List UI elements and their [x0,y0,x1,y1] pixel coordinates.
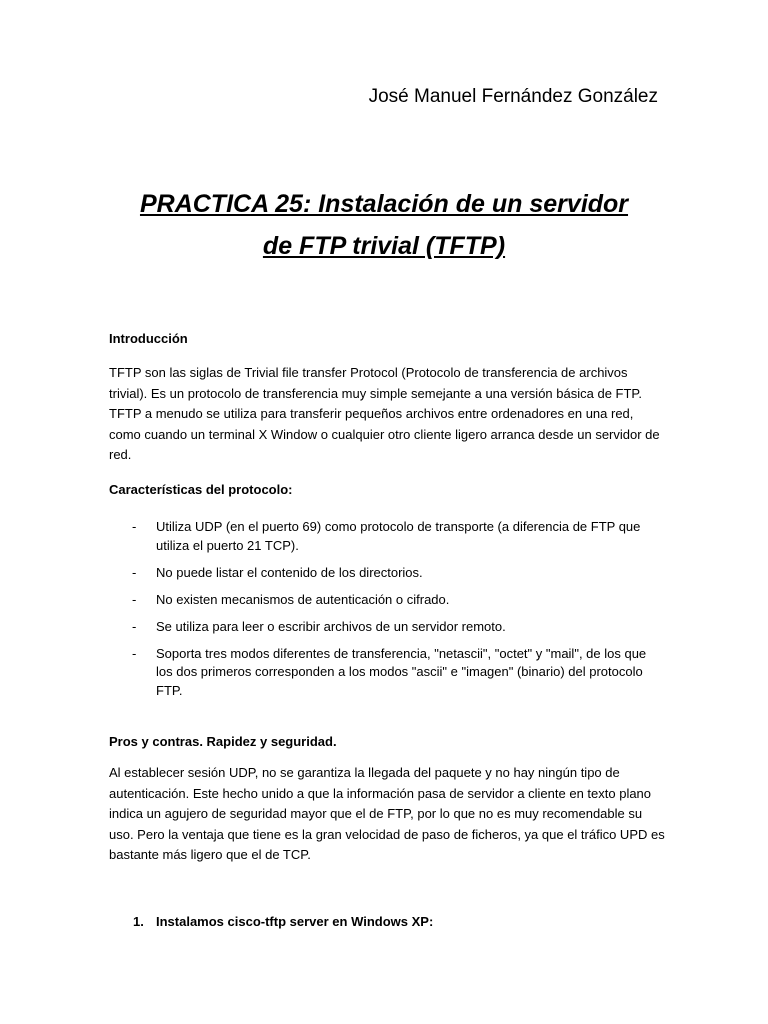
step-1 [133,912,433,932]
features-heading: Características del protocolo: [109,482,293,497]
step-number: 1. [133,914,144,929]
list-item-text: Soporta tres modos diferentes de transferencia, "netascii", "octet" y "mail", de los que los dos primeros corresponden a los modos "ascii" e "imagen" (binario) del protocolo FTP. [156,645,647,698]
list-item [109,564,665,583]
intro-heading: Introducción [109,331,188,346]
bullet-dash: - [132,618,137,634]
list-item [109,645,665,701]
list-item-text: No existen mecanismos de autenticación o cifrado. [156,591,450,607]
bullet-dash: - [132,564,137,580]
step-text: Instalamos cisco-tftp server en Windows XP: [156,914,434,929]
pros-cons-paragraph: Al establecer sesión UDP, no se garantiza la llegada del paquete y no hay ningún tipo de autenticación. Este hecho unido a que la información pasa de servidor a cliente en texto plano indica un agujero de seguridad mayor que el de FTP, por lo que no es muy recomendable su uso. Pero la ventaja que tiene es la gran velocidad de paso de ficheros, ya que el tráfico UPD es bastante más ligero que el de TCP. [109,765,665,863]
features-list [109,518,665,709]
list-item-text: Se utiliza para leer o escribir archivos de un servidor remoto. [156,618,506,634]
list-item-text: Utiliza UDP (en el puerto 69) como protocolo de transporte (a diferencia de FTP que utiliza el puerto 21 TCP). [156,519,641,553]
bullet-dash: - [132,519,137,534]
bullet-dash: - [132,591,137,607]
intro-paragraph: TFTP son las siglas de Trivial file transfer Protocol (Protocolo de transferencia de archivos trivial). Es un protocolo de transferencia muy simple semejante a una versión básica de FTP. TFTP a menudo se utiliza para transferir pequeños archivos entre ordenadores en una red, como cuando un terminal X Window o cualquier otro cliente ligero arranca desde un servidor de red. [109,365,660,463]
author-name: José Manuel Fernández González [368,86,658,107]
page-title [110,183,658,267]
list-item [109,518,665,555]
list-item [109,591,665,610]
title-line-2: de FTP trivial (TFTP) [262,232,506,260]
title-line-1: PRACTICA 25: Instalación de un servidor [139,190,629,218]
bullet-dash: - [132,645,137,661]
pros-cons-heading: Pros y contras. Rapidez y seguridad. [109,734,337,749]
list-item-text: No puede listar el contenido de los directorios. [156,564,423,580]
list-item [109,618,665,637]
